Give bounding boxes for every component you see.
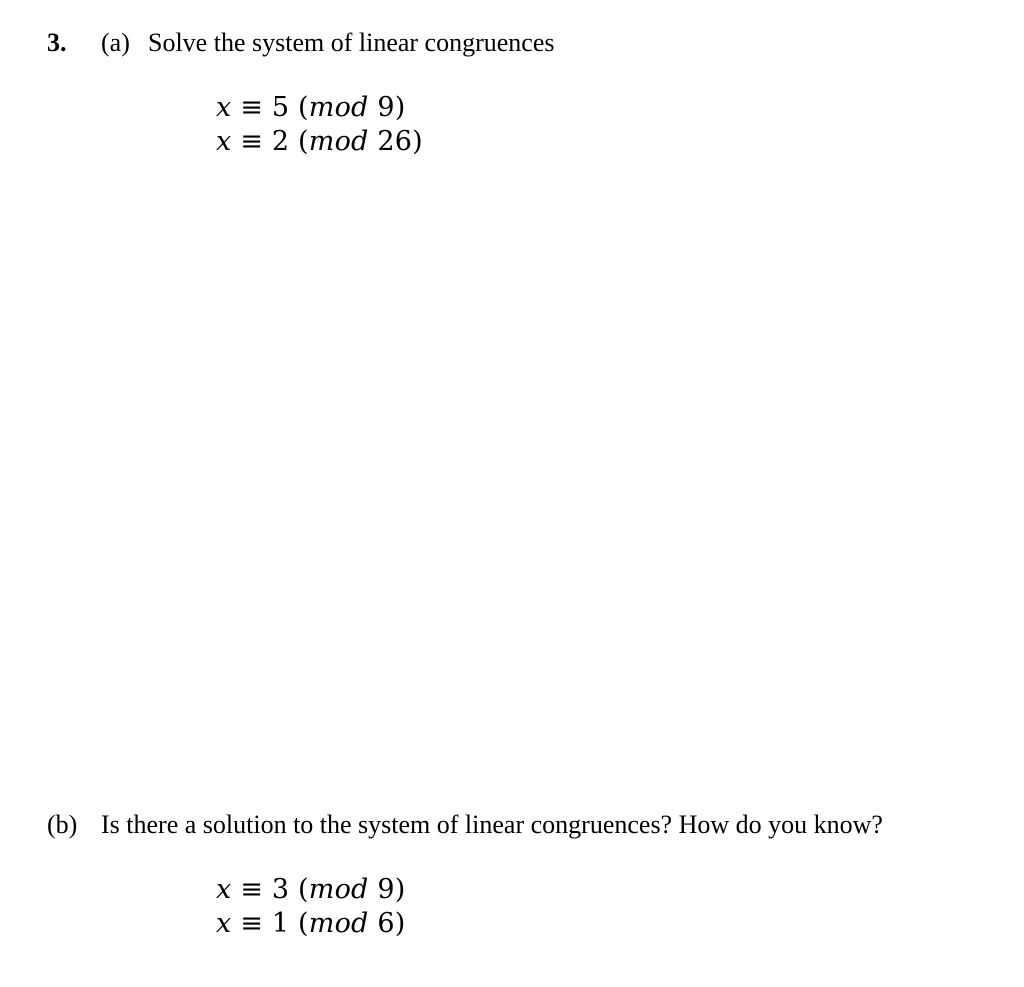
part-a-label: (a) xyxy=(101,28,130,57)
mod-word: mod xyxy=(308,874,369,905)
congruence-modulus: 9 xyxy=(377,874,395,905)
congruence-residue: 2 xyxy=(271,126,290,157)
congruence-variable: x xyxy=(216,126,232,157)
mod-word: mod xyxy=(308,126,369,157)
congruence-symbol: ≡ xyxy=(240,874,264,905)
part-b-congruence-1: x ≡ 3 (mod 9) xyxy=(216,874,406,905)
congruence-modulus: 9 xyxy=(377,92,395,123)
part-a-prompt: Solve the system of linear congruences xyxy=(148,28,555,57)
congruence-symbol: ≡ xyxy=(240,92,264,123)
part-b-label: (b) xyxy=(47,810,78,839)
congruence-residue: 5 xyxy=(271,92,290,123)
congruence-variable: x xyxy=(216,908,232,939)
part-a-congruence-1: x ≡ 5 (mod 9) xyxy=(216,92,406,123)
congruence-modulus: 26 xyxy=(377,126,413,157)
mod-word: mod xyxy=(308,92,369,123)
part-b-congruence-2: x ≡ 1 (mod 6) xyxy=(216,908,406,939)
congruence-residue: 1 xyxy=(271,908,290,939)
congruence-residue: 3 xyxy=(271,874,290,905)
congruence-modulus: 6 xyxy=(377,908,395,939)
problem-number: 3. xyxy=(47,28,67,57)
part-b-prompt: Is there a solution to the system of linear congruences? How do you know? xyxy=(101,810,883,839)
congruence-symbol: ≡ xyxy=(240,126,264,157)
mod-word: mod xyxy=(308,908,369,939)
congruence-symbol: ≡ xyxy=(240,908,264,939)
congruence-variable: x xyxy=(216,92,232,123)
congruence-variable: x xyxy=(216,874,232,905)
part-a-congruence-2: x ≡ 2 (mod 26) xyxy=(216,126,423,157)
